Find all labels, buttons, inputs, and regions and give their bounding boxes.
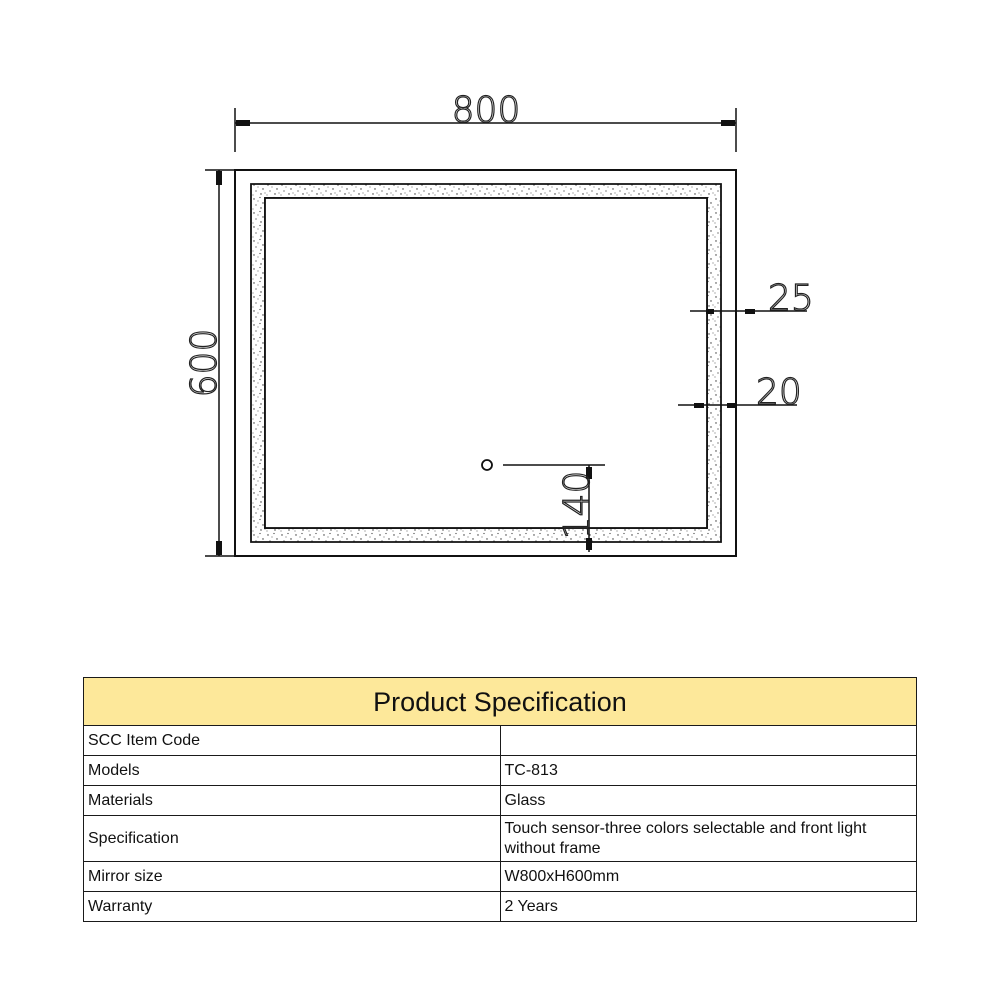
spec-value: Touch sensor-three colors selectable and front light without frame — [500, 816, 917, 862]
spec-value: TC-813 — [500, 756, 917, 786]
spec-title: Product Specification — [84, 678, 917, 726]
spec-label: Materials — [84, 786, 501, 816]
spec-label: Warranty — [84, 892, 501, 922]
spec-label: SCC Item Code — [84, 726, 501, 756]
table-row — [84, 816, 917, 862]
spec-value: 2 Years — [500, 892, 917, 922]
table-row — [84, 892, 917, 922]
width-dimension — [235, 90, 736, 152]
spec-value — [500, 726, 917, 756]
sensor-offset-label: 140 — [557, 470, 598, 540]
spec-value: Glass — [500, 786, 917, 816]
width-dimension-label: 800 — [451, 90, 521, 131]
spec-title-row — [84, 678, 917, 726]
spec-label: Specification — [84, 816, 501, 862]
spec-label: Mirror size — [84, 862, 501, 892]
inner-glass-edge — [265, 198, 707, 528]
table-row — [84, 726, 917, 756]
touch-sensor-icon — [482, 460, 492, 470]
height-dimension-label: 600 — [184, 328, 225, 398]
strip-width-label: 20 — [756, 372, 802, 413]
table-row — [84, 756, 917, 786]
border-width-label: 25 — [768, 278, 814, 319]
height-dimension — [184, 170, 235, 556]
spec-label: Models — [84, 756, 501, 786]
product-spec-table — [83, 677, 917, 922]
spec-value: W800xH600mm — [500, 862, 917, 892]
table-row — [84, 862, 917, 892]
table-row — [84, 786, 917, 816]
